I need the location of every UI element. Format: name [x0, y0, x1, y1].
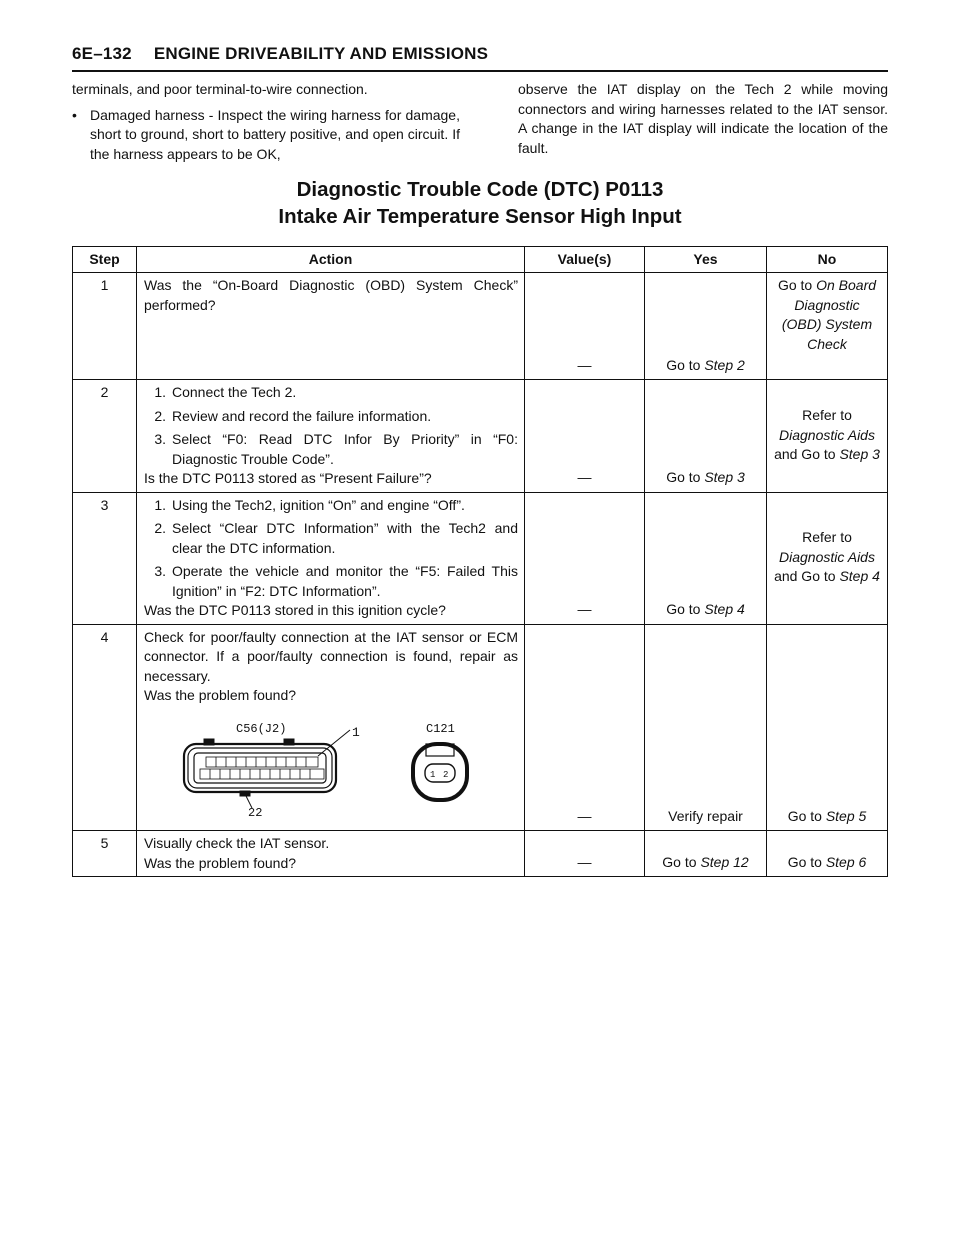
substep-number: 1.: [154, 496, 166, 513]
bullet-mark: •: [72, 106, 77, 123]
no-prefix: Refer to: [802, 529, 852, 546]
substep-number: 3.: [154, 431, 166, 447]
substep-text: Review and record the failure information.: [172, 407, 432, 424]
page-header: [72, 44, 888, 72]
substep-list: [144, 496, 518, 602]
diagnostic-table: [72, 246, 888, 877]
substep: [144, 407, 518, 427]
intro-left-line: terminals, and poor terminal-to-wire connection.: [72, 81, 368, 97]
table-row: [73, 831, 888, 877]
step-number: 1: [73, 273, 137, 380]
yes-cell: Verify repair: [645, 624, 767, 831]
question-text: Was the problem found?: [144, 854, 297, 871]
header-action: Action: [137, 247, 525, 273]
substep: [144, 519, 518, 558]
action-text: Visually check the IAT sensor.: [144, 835, 330, 851]
substep: [144, 562, 518, 601]
action-text: Check for poor/faulty connection at the IAT sensor or ECM connector. If a poor/faulty connection is found, repair as necessary.: [144, 628, 518, 684]
intro-left-column: [72, 80, 460, 164]
value-cell: —: [525, 492, 645, 624]
step-number: 2: [73, 380, 137, 493]
page-number: 6E–132: [72, 44, 132, 63]
no-step-link[interactable]: On Board Diagnostic (OBD) System Check: [781, 277, 877, 352]
table-row: [73, 380, 888, 493]
yes-prefix: Go to: [666, 601, 705, 617]
dtc-title: [72, 176, 888, 230]
connector-diagram-svg: [144, 720, 484, 816]
no-goto: [773, 567, 881, 587]
no-step-link[interactable]: Step 4: [839, 568, 880, 585]
substep-text: Operate the vehicle and monitor the “F5: Failed This Ignition” in “F2: DTC Information”.: [172, 563, 518, 599]
no-cell: [767, 624, 888, 831]
no-goto: [773, 445, 881, 465]
no-prefix: Refer to: [802, 407, 852, 423]
no-goto-prefix: and Go to: [774, 446, 840, 462]
yes-prefix: Go to: [662, 853, 701, 870]
question-text: Was the problem found?: [144, 687, 297, 703]
no-cell: [767, 380, 888, 493]
yes-cell: [645, 831, 767, 877]
substep-number: 3.: [154, 563, 166, 579]
section-title: ENGINE DRIVEABILITY AND EMISSIONS: [153, 44, 489, 63]
no-prefix: Go to: [787, 853, 826, 870]
yes-step-link[interactable]: Step 2: [704, 356, 745, 373]
substep: [144, 430, 518, 469]
intro-right-text: observe the IAT display on the Tech 2 while moving connectors and wiring harnesses related to the IAT sensor. A change in the IAT display will indicate the location of the fault.: [518, 81, 888, 156]
pin1-label: 1: [352, 724, 360, 740]
value-cell: —: [525, 624, 645, 831]
yes-step-link[interactable]: Step 3: [704, 469, 745, 485]
question-text: Is the DTC P0113 stored as “Present Failure”?: [144, 470, 432, 486]
substep: [144, 383, 518, 403]
header-yes: Yes: [645, 247, 767, 273]
step-number: 3: [73, 492, 137, 624]
yes-step-link[interactable]: Step 4: [704, 601, 745, 617]
action-cell: [137, 492, 525, 624]
no-prefix: Go to: [777, 277, 817, 293]
c121-pin1: 1: [430, 769, 436, 780]
action-cell: [137, 380, 525, 493]
c56-connector: [184, 730, 350, 808]
no-step-link[interactable]: Step 6: [825, 853, 867, 870]
action-cell: [137, 831, 525, 877]
yes-prefix: Go to: [666, 356, 705, 373]
diagnostic-aids-link[interactable]: Diagnostic Aids: [779, 548, 875, 565]
step-number: 5: [73, 831, 137, 877]
header-step: Step: [73, 247, 137, 273]
action-text: Was the “On-Board Diagnostic (OBD) System Check” performed?: [137, 273, 525, 380]
yes-step-link[interactable]: Step 12: [700, 853, 749, 870]
dtc-title-line2: Intake Air Temperature Sensor High Input: [278, 205, 682, 228]
diagnostic-aids-link[interactable]: Diagnostic Aids: [779, 426, 875, 443]
action-cell: [137, 624, 525, 831]
yes-cell: [645, 380, 767, 493]
table-row: [73, 624, 888, 831]
intro-bullet: [72, 106, 460, 165]
substep-number: 2.: [154, 407, 166, 424]
table-row: [73, 273, 888, 380]
yes-cell: [645, 492, 767, 624]
substep: [144, 496, 518, 516]
substep-number: 2.: [154, 520, 166, 536]
c56-label: C56(J2): [236, 721, 287, 736]
dtc-title-line1: Diagnostic Trouble Code (DTC) P0113: [296, 178, 664, 201]
connector-diagram: [144, 720, 518, 822]
substep-number: 1.: [154, 384, 166, 400]
substep-text: Select “F0: Read DTC Infor By Priority” in “F0: Diagnostic Trouble Code”.: [172, 431, 518, 467]
no-cell: [767, 273, 888, 380]
yes-cell: [645, 273, 767, 380]
intro-right-column: [518, 80, 888, 158]
table-header-row: [73, 247, 888, 273]
substep-text: Using the Tech2, ignition “On” and engine “Off”.: [172, 496, 465, 513]
no-step-link[interactable]: Step 5: [825, 807, 867, 824]
no-step-link[interactable]: Step 3: [839, 446, 880, 462]
question-text: Was the DTC P0113 stored in this ignition cycle?: [144, 602, 446, 618]
value-cell: —: [525, 273, 645, 380]
c121-connector: [413, 744, 467, 800]
substep-text: Select “Clear DTC Information” with the Tech2 and clear the DTC information.: [172, 520, 518, 556]
substep-text: Connect the Tech 2.: [172, 384, 297, 400]
substep-list: [144, 383, 518, 469]
c121-label: C121: [426, 721, 455, 736]
table-row: [73, 492, 888, 624]
no-cell: [767, 831, 888, 877]
bullet-text: Damaged harness - Inspect the wiring harness for damage, short to ground, short to battery positive, and open circuit. If the harness appears to be OK,: [90, 106, 460, 162]
no-prefix: Go to: [787, 807, 826, 824]
header-values: Value(s): [525, 247, 645, 273]
value-cell: —: [525, 831, 645, 877]
no-cell: [767, 492, 888, 624]
c121-pin2: 2: [443, 769, 449, 780]
pin22-label: 22: [248, 805, 263, 816]
value-cell: —: [525, 380, 645, 493]
no-goto-prefix: and Go to: [774, 568, 840, 585]
step-number: 4: [73, 624, 137, 831]
header-no: No: [767, 247, 888, 273]
yes-prefix: Go to: [666, 469, 705, 485]
